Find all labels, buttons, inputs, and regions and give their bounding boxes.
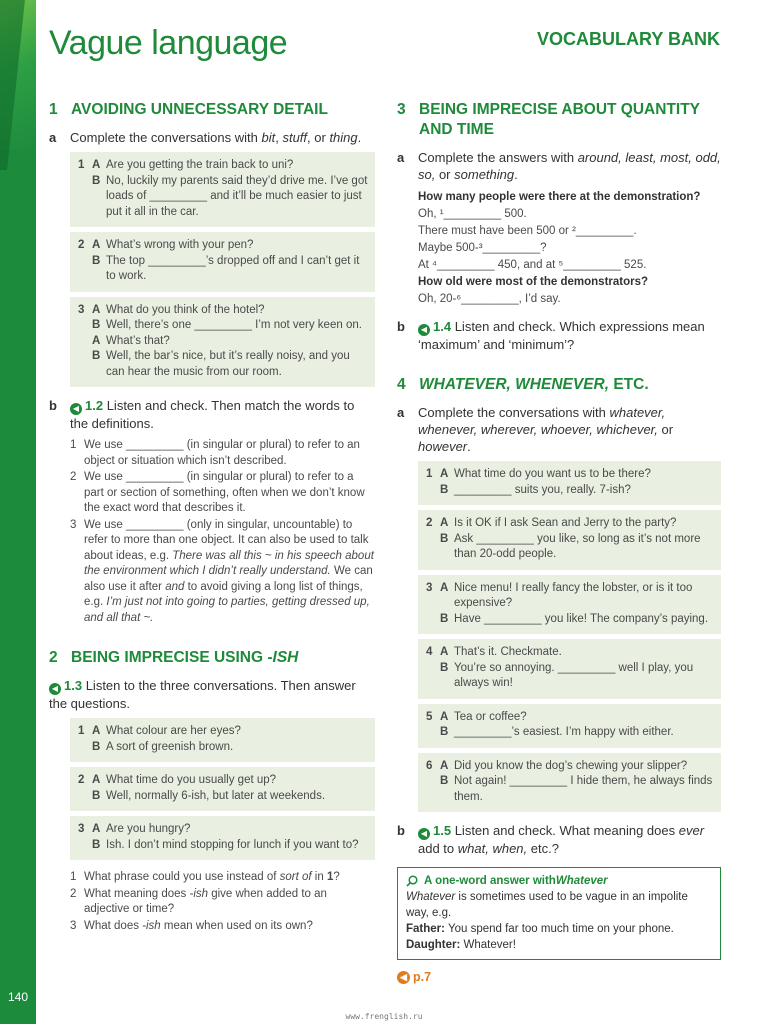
exercise-letter: a bbox=[49, 130, 57, 145]
question-heading: How old were most of the demonstrators? bbox=[418, 276, 649, 288]
tip-body: Whatever is sometimes used to be vague in an impolite way, e.g. bbox=[406, 891, 688, 919]
gap-fill-line: The top _________’s dropped off and I can’t get it to work. bbox=[106, 254, 360, 282]
gap-fill-line: No, luckily my parents said they’d drive me. I’ve got loads of _________ and it’ll be much easier to just put it all in the car. bbox=[106, 174, 368, 218]
exercise-4b-instruction: b ◀ 1.5 Listen and check. What meaning does ever add to what, when, etc.? bbox=[397, 823, 705, 856]
section-title: BEING IMPRECISE ABOUT QUANTITY AND TIME bbox=[419, 101, 700, 138]
conversation-box: 1 A What time do you want us to be there? B _________ suits you, really. 7-ish? bbox=[418, 461, 721, 505]
page-reference-link[interactable] bbox=[397, 970, 721, 984]
magnifier-icon bbox=[406, 875, 418, 887]
list-item: 1 What phrase could you use instead of sort of in 1? bbox=[70, 871, 340, 883]
footer-url: www.frenglish.ru bbox=[345, 1012, 423, 1021]
audio-icon[interactable]: ◀ bbox=[418, 828, 430, 840]
audio-track-number: 1.2 bbox=[85, 398, 104, 413]
exercise-1b-instruction: b ◀ 1.2 Listen and check. Then match the words to the definitions. bbox=[49, 398, 355, 431]
tip-example-father: Father: You spend far too much time on your phone. bbox=[406, 923, 674, 935]
audio-track-number: 1.3 bbox=[64, 678, 83, 693]
section-number: 2 bbox=[49, 649, 58, 666]
gap-fill-line: There must have been 500 or ²_________. bbox=[418, 225, 637, 237]
tip-box bbox=[397, 867, 721, 960]
gap-fill-line: _________ suits you, really. 7-ish? bbox=[454, 483, 631, 496]
gap-fill-line: You’re so annoying. _________ well I play, you always win! bbox=[454, 661, 694, 689]
exercise-1a-conversations bbox=[70, 152, 375, 387]
gap-fill-line: Ask _________ you like, so long as it’s not more than 20-odd people. bbox=[454, 532, 701, 560]
conversation-box: 1 A What colour are her eyes? B A sort of greenish brown. bbox=[70, 718, 375, 762]
questions-list bbox=[70, 870, 375, 934]
exercise-letter: b bbox=[397, 823, 405, 838]
gap-fill-line: Have _________ you like! The company’s paying. bbox=[454, 612, 709, 625]
audio-icon[interactable]: ◀ bbox=[70, 403, 82, 415]
exercise-letter: a bbox=[397, 150, 405, 165]
question-heading: How many people were there at the demonstration? bbox=[418, 191, 701, 203]
section-label: VOCABULARY BANK bbox=[536, 29, 720, 49]
conversation-box: 4 A That’s it. Checkmate. B You’re so annoying. _________ well I play, you always win! bbox=[418, 639, 721, 699]
conversation-box: 3 A Nice menu! I really fancy the lobster, or is it too expensive? B Have _________ you like! The company’s paying. bbox=[418, 575, 721, 635]
conversation-box: 2 A What’s wrong with your pen? B The top _________’s dropped off and I can’t get it to work. bbox=[70, 232, 375, 292]
arrow-left-icon: ◀ bbox=[397, 971, 410, 984]
conversation-box: 6 A Did you know the dog’s chewing your slipper? B Not again! _________ I hide them, he always finds them. bbox=[418, 753, 721, 813]
conversation-box: 3 A What do you think of the hotel? B Well, there’s one _________ I’m not very keen on. A What’s that? B Well, the bar’s nice, but it’s really noisy, and you can hear the music from our room. bbox=[70, 297, 375, 388]
left-column bbox=[49, 100, 375, 935]
section-3-heading bbox=[397, 100, 721, 140]
gap-fill-line: Oh, 20-⁶_________, I’d say. bbox=[418, 293, 561, 305]
gap-fill-line: Well, there’s one _________ I’m not very keen on. bbox=[106, 319, 362, 331]
exercise-1a-instruction: a Complete the conversations with bit, stuff, or thing. bbox=[49, 130, 362, 145]
list-item: 3 What does -ish mean when used on its own? bbox=[70, 919, 313, 932]
page-reference-text: p.7 bbox=[413, 970, 432, 984]
audio-track-number: 1.5 bbox=[433, 823, 452, 838]
list-item: 1 We use _________ (in singular or plural) to refer to an object or situation which isn’t described. bbox=[70, 439, 360, 467]
conversation-box: 5 A Tea or coffee? B _________’s easiest. I’m happy with either. bbox=[418, 704, 721, 748]
exercise-3a-answers bbox=[418, 189, 721, 308]
page-number: 140 bbox=[8, 990, 29, 1004]
list-item: 2 What meaning does -ish give when added to an adjective or time? bbox=[70, 887, 327, 915]
tip-example-daughter: Daughter: Whatever! bbox=[406, 939, 516, 951]
tip-title: A one-word answer with Whatever bbox=[406, 873, 712, 889]
audio-track-number: 1.4 bbox=[433, 319, 452, 334]
section-2-heading: 2 BEING IMPRECISE USING -ISH bbox=[49, 649, 299, 666]
gap-fill-line: Not again! _________ I hide them, he always finds them. bbox=[454, 775, 713, 803]
exercise-3a-instruction: a Complete the answers with around, least, most, odd, so, or something. bbox=[397, 150, 721, 182]
gap-fill-line: Maybe 500-³_________? bbox=[418, 242, 547, 254]
definitions-list bbox=[70, 438, 375, 626]
page-title: Vague language bbox=[49, 24, 288, 62]
conversation-box: 3 A Are you hungry? B Ish. I don’t mind stopping for lunch if you want to? bbox=[70, 816, 375, 860]
list-item: 2 We use _________ (in singular or plural) to refer to a part or section of something, often when we don’t know the exact word that describes it. bbox=[70, 471, 365, 514]
conversation-box: 2 A What time do you usually get up? B Well, normally 6-ish, but later at weekends. bbox=[70, 767, 375, 811]
gap-fill-line: At ⁴_________ 450, and at ⁵_________ 525. bbox=[418, 259, 647, 271]
audio-icon[interactable]: ◀ bbox=[418, 324, 430, 336]
section-1-heading bbox=[49, 100, 375, 120]
right-column bbox=[397, 100, 721, 984]
exercise-2-instruction: ◀ 1.3 Listen to the three conversations. Then answer the questions. bbox=[49, 678, 356, 711]
left-color-bar bbox=[0, 0, 36, 1024]
exercise-4a-instruction: a Complete the conversations with whatever, whenever, wherever, whoever, whichever, or however. bbox=[397, 405, 674, 454]
section-number: 4 bbox=[397, 376, 406, 393]
conversation-box: 1 A Are you getting the train back to uni? B No, luckily my parents said they’d drive me. I’ve got loads of _________ and it’ll be much easier to just put it all in the car. bbox=[70, 152, 375, 227]
audio-icon[interactable]: ◀ bbox=[49, 683, 61, 695]
conversation-box: 2 A Is it OK if I ask Sean and Jerry to the party? B Ask _________ you like, so long as it’s not more than 20-odd people. bbox=[418, 510, 721, 570]
section-number: 1 bbox=[49, 101, 58, 118]
list-item: 3 We use _________ (only in singular, uncountable) to refer to more than one object. It can also be used to talk about ideas, e.g. There was all this ~ in his speech about the environment which I didn’t really understand. We can also use it after and to avoid giving a long list of things, e.g. I’m just not into going to parties, getting dressed up, and all that ~. bbox=[70, 518, 374, 624]
section-number: 3 bbox=[397, 101, 406, 118]
exercise-2-conversations bbox=[70, 718, 375, 860]
gap-fill-line: Oh, ¹_________ 500. bbox=[418, 208, 527, 220]
section-4-heading: 4 WHATEVER, WHENEVER, ETC. bbox=[397, 376, 649, 393]
exercise-letter: a bbox=[397, 405, 405, 420]
exercise-letter: b bbox=[397, 319, 405, 334]
exercise-letter: b bbox=[49, 398, 57, 413]
section-title: AVOIDING UNNECESSARY DETAIL bbox=[71, 101, 328, 118]
exercise-4a-conversations bbox=[418, 461, 721, 812]
exercise-3b-instruction: b ◀ 1.4 Listen and check. Which expressions mean ‘maximum’ and ‘minimum’? bbox=[397, 319, 705, 352]
gap-fill-line: _________’s easiest. I’m happy with either. bbox=[454, 726, 674, 738]
